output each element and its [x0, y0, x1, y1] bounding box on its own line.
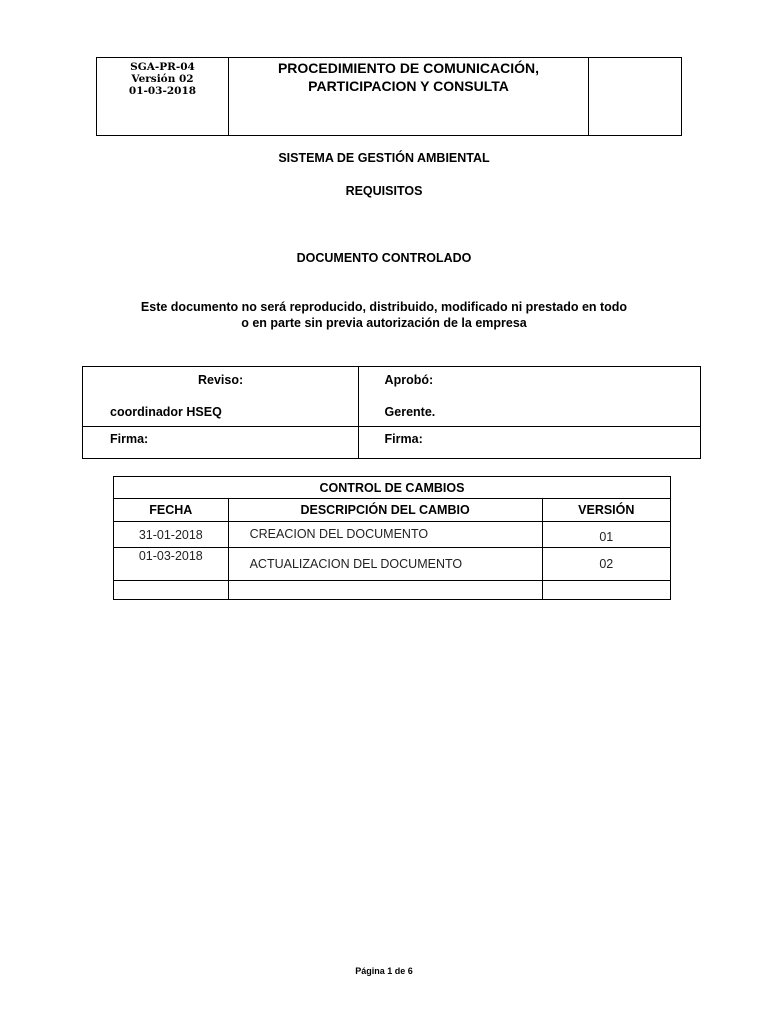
reviewed-by: coordinador HSEQ [110, 405, 222, 419]
page-number: Página 1 de 6 [355, 966, 413, 976]
signature-right-cell [358, 427, 700, 459]
approved-label: Aprobó: [384, 373, 434, 387]
controlled-document-label: DOCUMENTO CONTROLADO [296, 251, 472, 265]
row-description: ACTUALIZACION DEL DOCUMENTO [228, 548, 542, 581]
approval-table [82, 366, 701, 459]
reviewed-cell [83, 367, 359, 427]
column-header-description: DESCRIPCIÓN DEL CAMBIO [228, 499, 542, 522]
table-row [114, 548, 671, 581]
table-row [114, 522, 671, 548]
document-title-line2: PARTICIPACION Y CONSULTA [308, 78, 509, 94]
table-row-empty [114, 581, 671, 600]
document-date: 01-03-2018 [128, 85, 197, 97]
row-date: 01-03-2018 [114, 548, 229, 581]
signature-right-label: Firma: [384, 432, 423, 446]
row-version: 01 [542, 522, 670, 548]
approved-cell [358, 367, 700, 427]
empty-cell [542, 581, 670, 600]
document-title-line1: PROCEDIMIENTO DE COMUNICACIÓN, [277, 60, 540, 76]
document-title-cell [229, 58, 589, 136]
document-code-cell [97, 58, 229, 136]
column-header-date: FECHA [114, 499, 229, 522]
notice-line2: o en parte sin previa autorización de la empresa [241, 316, 527, 330]
system-title: SISTEMA DE GESTIÓN AMBIENTAL [278, 151, 490, 165]
signature-left-cell [83, 427, 359, 459]
document-version: Versión 02 [131, 73, 194, 85]
signature-left-label: Firma: [110, 432, 149, 446]
change-control-table [113, 476, 671, 600]
row-version: 02 [542, 548, 670, 581]
requirements-title: REQUISITOS [345, 184, 423, 198]
change-control-title: CONTROL DE CAMBIOS [114, 477, 671, 499]
notice-line1: Este documento no será reproducido, distribuido, modificado ni prestado en todo [140, 300, 628, 314]
document-header [96, 57, 682, 136]
row-date: 31-01-2018 [114, 522, 229, 548]
column-header-version: VERSIÓN [542, 499, 670, 522]
row-description: CREACION DEL DOCUMENTO [228, 522, 542, 548]
logo-cell [589, 58, 682, 136]
approved-by: Gerente. [384, 405, 436, 419]
empty-cell [228, 581, 542, 600]
document-code: SGA-PR-04 [130, 61, 195, 73]
reviewed-label: Reviso: [198, 373, 244, 387]
empty-cell [114, 581, 229, 600]
